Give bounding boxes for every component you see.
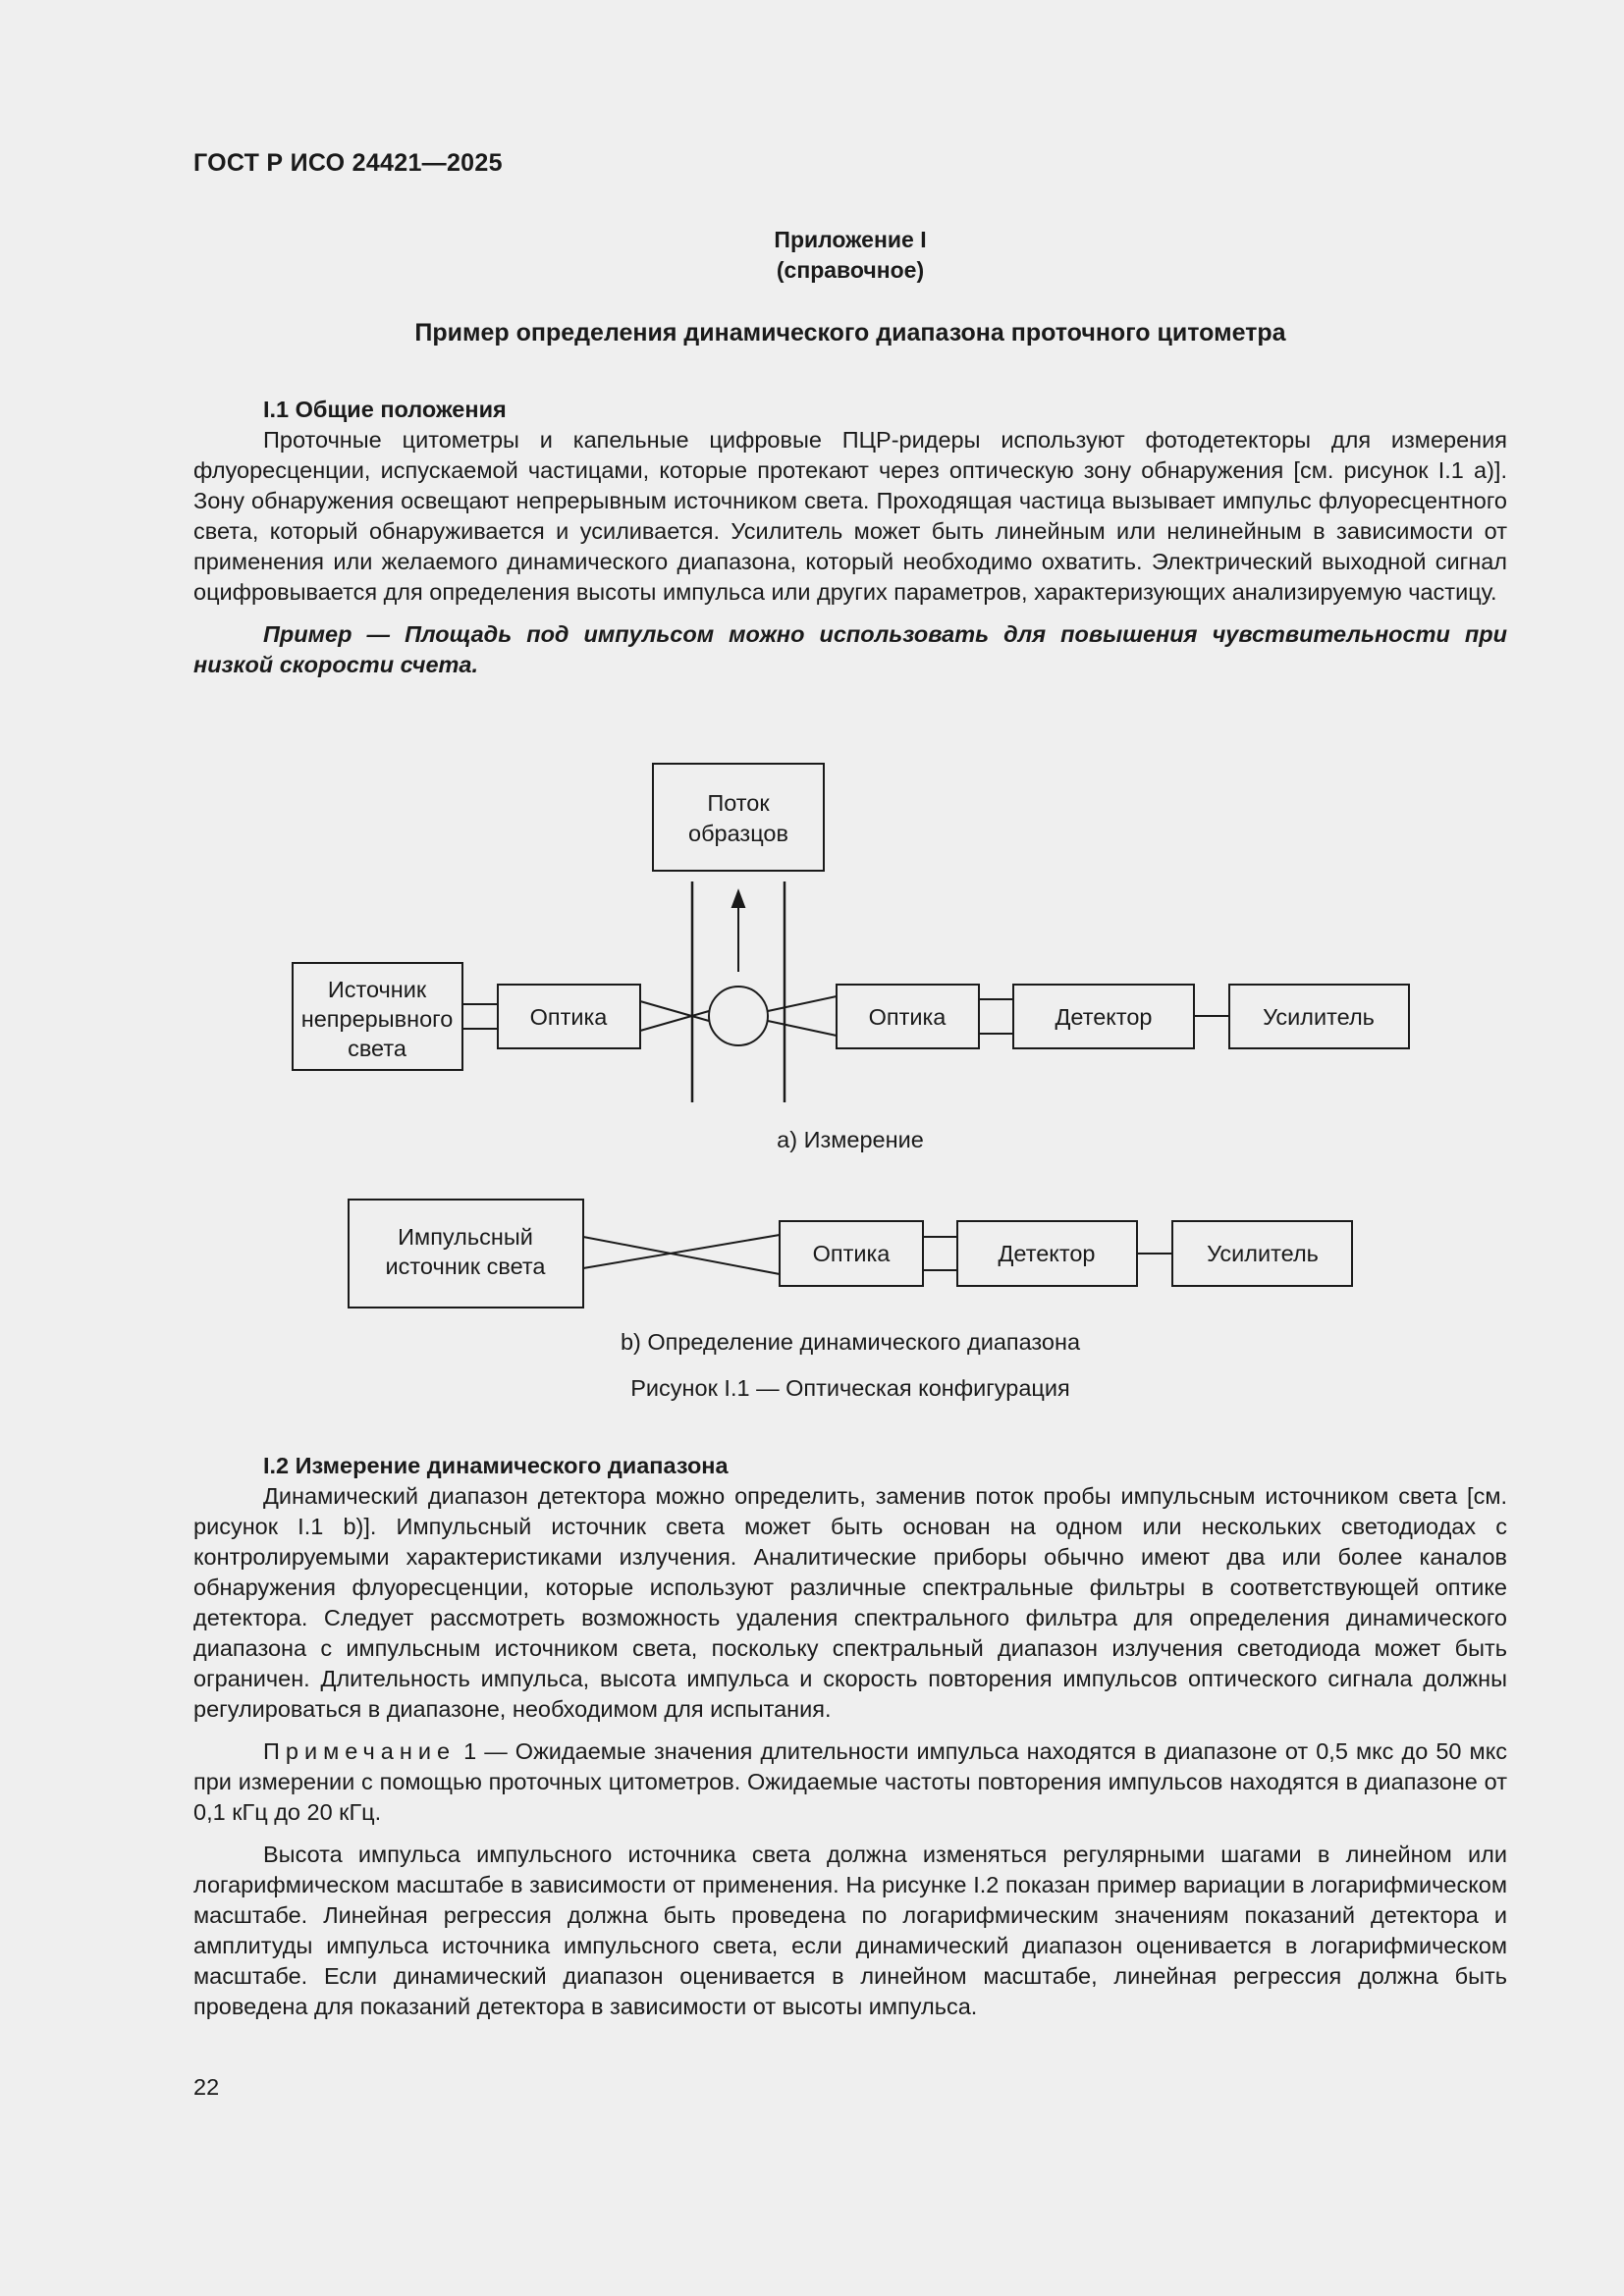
continuous-source-label-2: непрерывного — [300, 1006, 454, 1032]
optics-b-label: Оптика — [812, 1241, 891, 1266]
paragraph: Динамический диапазон детектора можно определить, заменив поток пробы импульсным источником света [см. рисунок I.1 b)]. Импульсный источник света может быть основан на одном или нескольких светодиодах с контролируемыми характеристиками излучения. Аналитические приборы обычно имеют два или более каналов обнаружения флуоресценции, которые используют различные спектральные фильтры в соответствующей оптике детектора. Следует рассмотреть возможность удаления спектрального фильтра для определения динамического диапазона с импульсным источником света, поскольку спектральный диапазон излучения светодиода может быть ограничен. Длительность импульса, высота импульса и скорость повторения импульсов оптического сигнала должны регулироваться в диапазоне, необходимом для испытания. — [193, 1483, 1507, 1722]
note-text: 1 — Ожидаемые значения длительности импульса находятся в диапазоне от 0,5 мкс до 50 мкс при измерении с помощью проточных цитометров. Ожидаемые частоты повторения импульсов находятся в диапазоне от 0,1 кГц до 20 кГц. — [193, 1738, 1507, 1825]
beam — [768, 1021, 837, 1036]
beam — [640, 1011, 709, 1031]
figure-a-caption: а) Измерение — [777, 1127, 924, 1152]
paragraph: Проточные цитометры и капельные цифровые ПЦР-ридеры используют фотодетекторы для измерения флуоресценции, испускаемой частицами, которые протекают через оптическую зону обнаружения [см. рисунок I.1 a)]. Зону обнаружения освещают непрерывным источником света. Проходящая частица вызывает импульс флуоресцентного света, который обнаруживается и усиливается. Усилитель может быть линейным или нелинейным в зависимости от применения или желаемого динамического диапазона, который необходимо охватить. Электрический выходной сигнал оцифровывается для определения высоты импульса или других параметров, характеризующих анализируемую частицу. — [193, 427, 1507, 605]
figure-optical-configuration — [0, 746, 1624, 1325]
beam — [583, 1237, 780, 1274]
section-title: I.1 Общие положения — [263, 397, 507, 422]
note-label: Примечание — [263, 1738, 457, 1764]
section-title: I.2 Измерение динамического диапазона — [263, 1453, 729, 1478]
annex-status: (справочное) — [776, 257, 925, 283]
detector-b-label: Детектор — [998, 1241, 1096, 1266]
page-number: 22 — [193, 2074, 220, 2100]
detector-a-label: Детектор — [1055, 1004, 1153, 1030]
flow-arrow-head — [732, 891, 744, 907]
figure-b-caption: b) Определение динамического диапазона — [620, 1329, 1081, 1355]
section-general — [193, 395, 1507, 680]
amplifier-b-label: Усилитель — [1207, 1241, 1319, 1266]
pulse-source-label-1: Импульсный — [398, 1224, 533, 1250]
sample-flow-label-1: Поток — [707, 790, 770, 816]
continuous-source-label-3: света — [348, 1036, 406, 1061]
sample-flow-label-2: образцов — [688, 821, 788, 846]
sample-flow-box — [653, 764, 824, 871]
beam — [768, 996, 837, 1011]
paragraph: Высота импульса импульсного источника света должна изменяться регулярными шагами в линейном или логарифмическом масштабе в зависимости от применения. На рисунке I.2 показан пример вариации в логарифмическом масштабе. Линейная регрессия должна быть проведена по логарифмическим значениям показаний детектора и амплитуды импульса источника импульсного света, если динамический диапазон оценивается в логарифмическом масштабе. Если динамический диапазон оценивается в линейном масштабе, линейная регрессия должна быть проведена для показаний детектора в зависимости от высоты импульса. — [193, 1842, 1507, 2019]
optics-left-label: Оптика — [529, 1004, 608, 1030]
example-text: Пример — Площадь под импульсом можно использовать для повышения чувствительности при низкой скорости счета. — [193, 621, 1507, 677]
document-id: ГОСТ Р ИСО 24421—2025 — [193, 149, 503, 177]
annex-label: Приложение I — [774, 227, 927, 252]
pulse-source-label-2: источник света — [385, 1254, 546, 1279]
note — [193, 1736, 1507, 1828]
annex-title: Пример определения динамического диапазона проточного цитометра — [414, 319, 1286, 347]
optics-right-label: Оптика — [868, 1004, 947, 1030]
figure-caption: Рисунок I.1 — Оптическая конфигурация — [630, 1375, 1070, 1401]
particle — [709, 987, 768, 1045]
beam — [583, 1235, 780, 1268]
beam — [640, 1001, 709, 1021]
section-dynamic-range — [193, 1451, 1507, 2022]
amplifier-a-label: Усилитель — [1263, 1004, 1375, 1030]
annex-label-block — [193, 225, 1507, 286]
continuous-source-label-1: Источник — [327, 977, 427, 1002]
